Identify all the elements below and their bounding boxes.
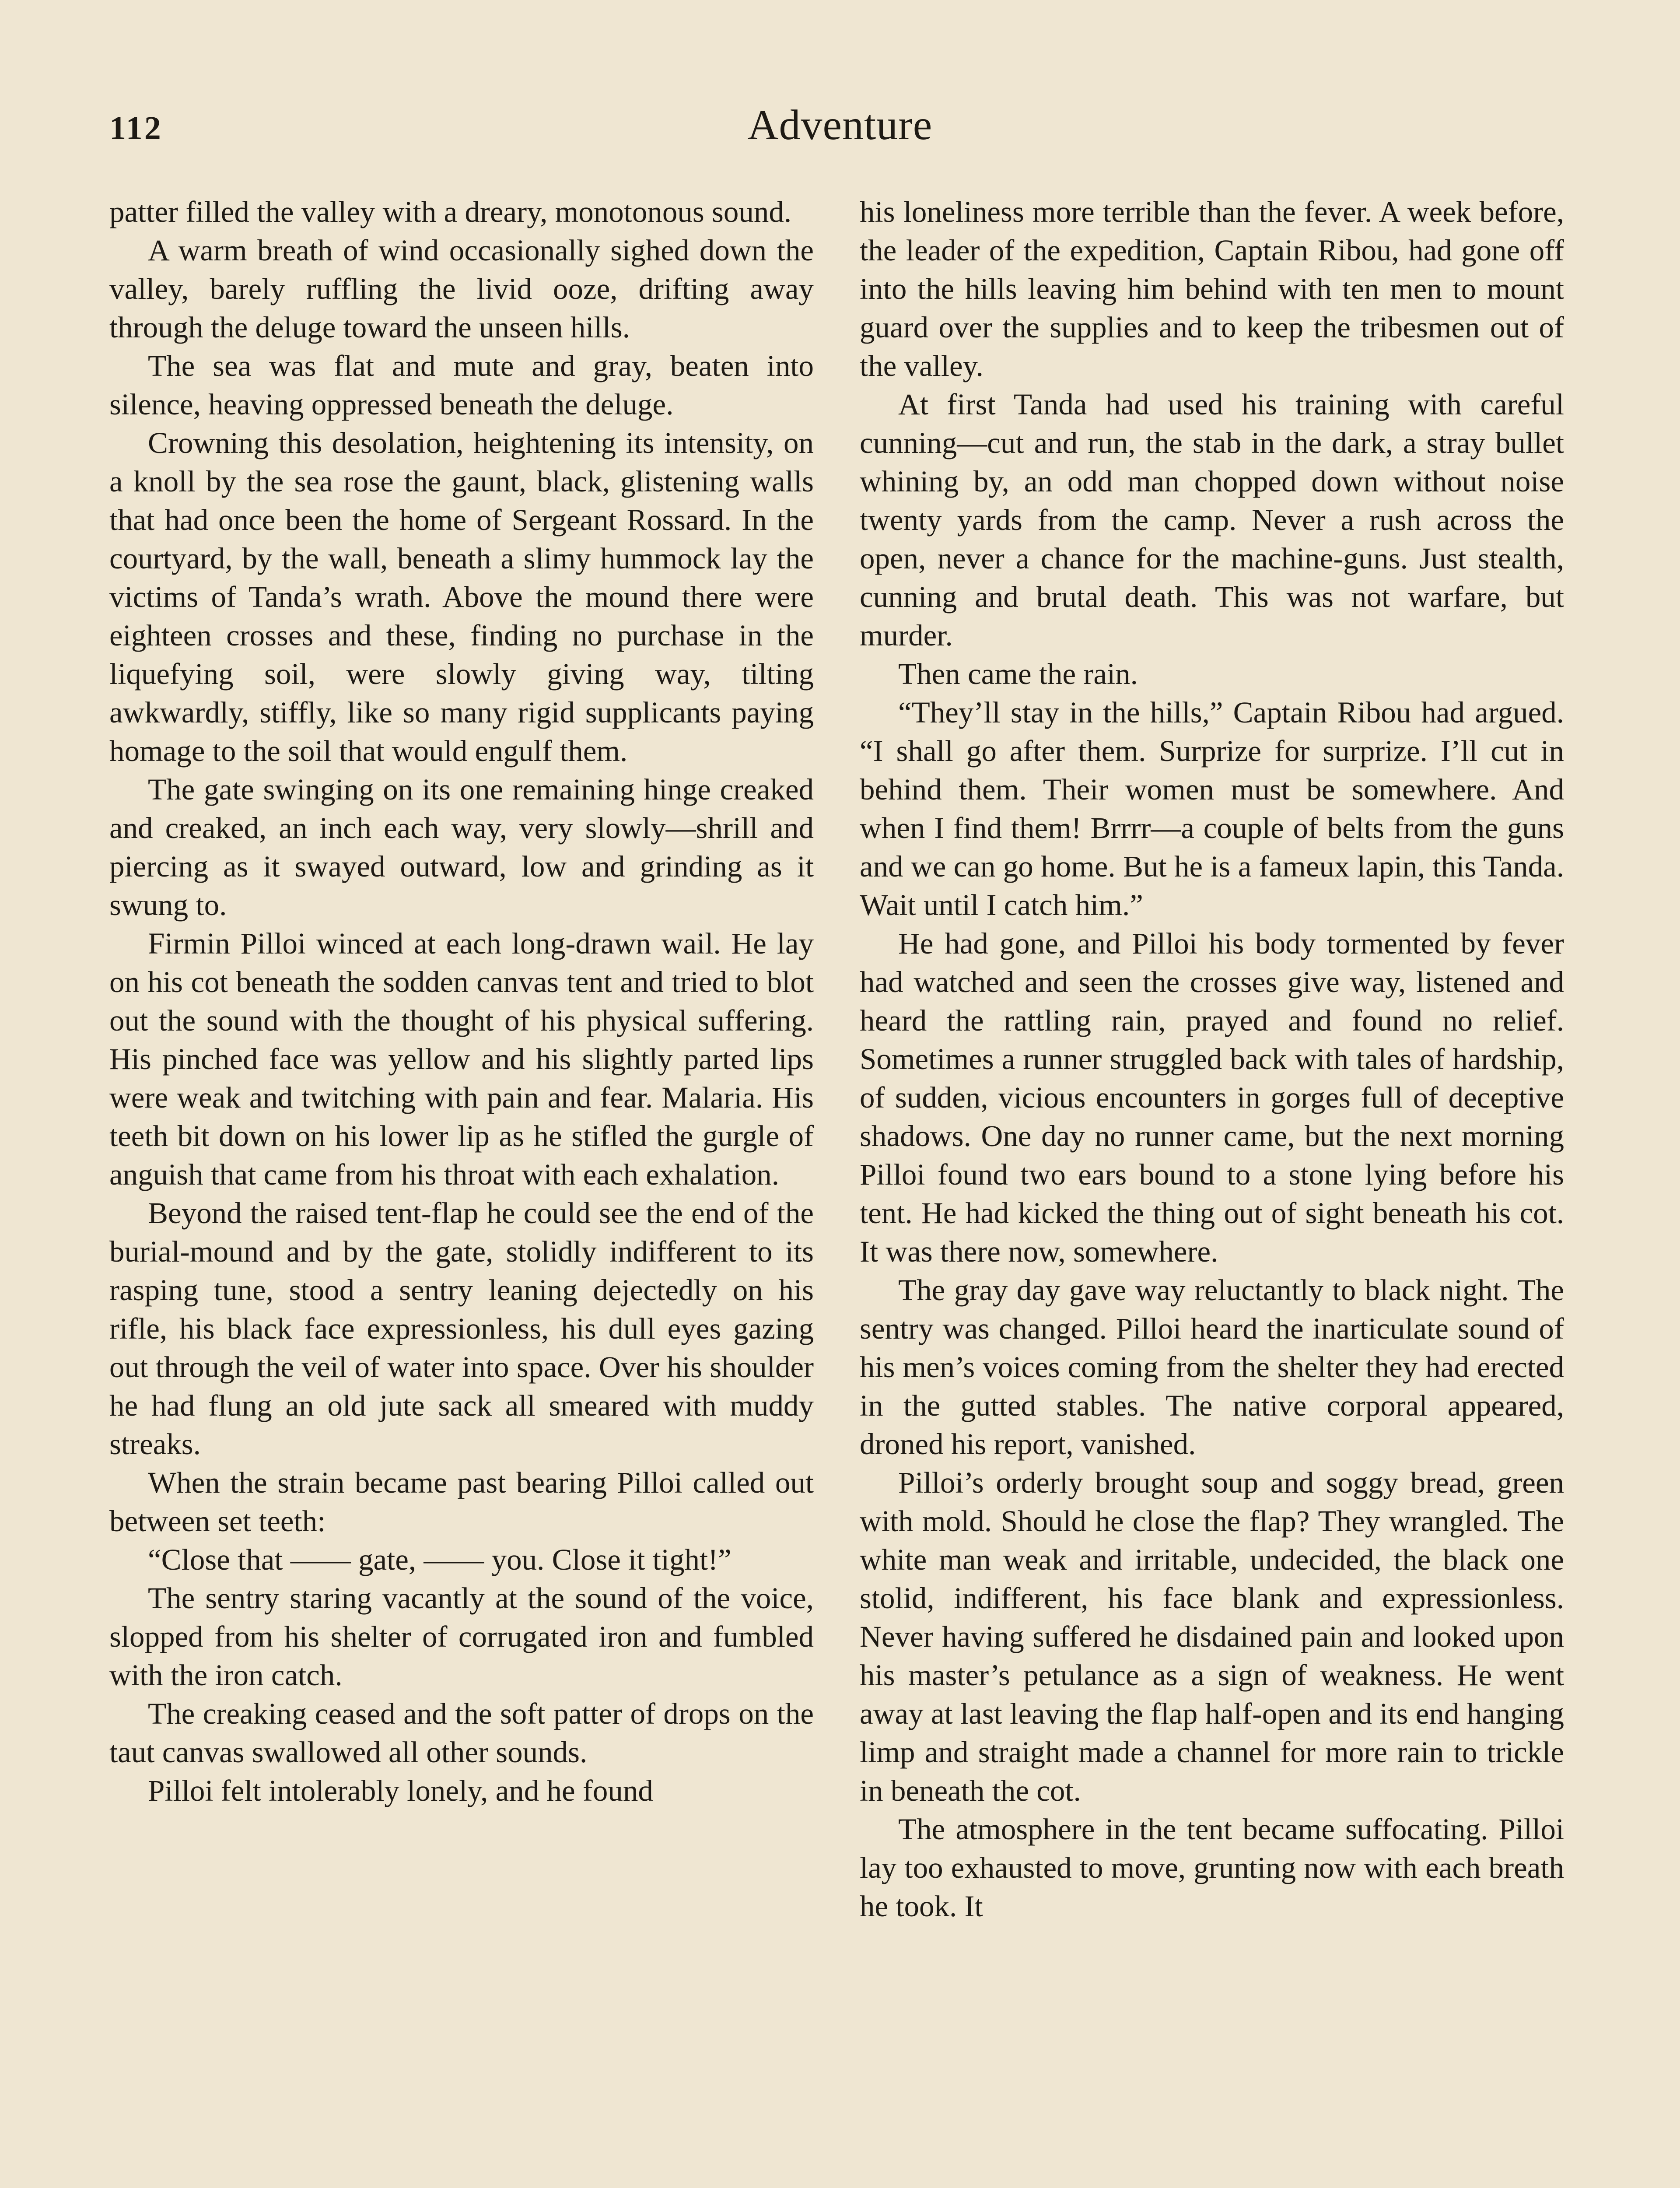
paragraph: When the strain became past bearing Pilloi called out between set teeth: [109,1466,814,1538]
right-column [860,193,1564,1925]
paragraph: The gray day gave way reluctantly to black night. The sentry was changed. Pilloi heard the inarticulate sound of his men’s voices coming from the shelter they had erected in the gutted stables. The native corporal appeared, droned his report, vanished. [860,1273,1564,1461]
paragraph: “They’ll stay in the hills,” Captain Ribou had argued. “I shall go after them. Surprize for surprize. I’ll cut in behind them. Their women must be somewhere. And when I find them! Brrrr—a couple of belts from the guns and we can go home. But he is a fameux lapin, this Tanda. Wait until I catch him.” [860,696,1564,922]
page-header [109,101,1571,162]
paragraph: patter filled the valley with a dreary, monotonous sound. [109,195,792,228]
paragraph: Firmin Pilloi winced at each long-drawn wail. He lay on his cot beneath the sodden canvas tent and tried to blot out the sound with the thought of his physical suffering. His pinched face was yellow and his slightly parted lips were weak and twitching with pain and fear. Malaria. His teeth bit down on his lower lip as he stifled the gurgle of anguish that came from his throat with each exhalation. [109,927,814,1191]
paragraph: Pilloi’s orderly brought soup and soggy bread, green with mold. Should he close the flap? They wrangled. The white man weak and irritable, undecided, the black one stolid, indifferent, his face blank and expressionless. Never having suffered he disdained pain and looked upon his master’s petulance as a sign of weakness. He went away at last leaving the flap half-open and its end hanging limp and straight made a channel for more rain to trickle in beneath the cot. [860,1466,1564,1807]
paragraph: Crowning this desolation, heightening its intensity, on a knoll by the sea rose the gaunt, black, glistening walls that had once been the home of Sergeant Rossard. In the courtyard, by the wall, beneath a slimy hummock lay the victims of Tanda’s wrath. Above the mound there were eighteen crosses and these, finding no purchase in the liquefying soil, were slowly giving way, tilting awkwardly, stiffly, like so many rigid supplicants paying homage to the soil that would engulf them. [109,426,814,768]
paragraph: Beyond the raised tent-flap he could see the end of the burial-mound and by the gate, stolidly indifferent to its rasping tune, stood a sentry leaning dejectedly on his rifle, his black face expressionless, his dull eyes gazing out through the veil of water into space. Over his shoulder he had flung an old jute sack all smeared with muddy streaks. [109,1196,814,1461]
paragraph: his loneliness more terrible than the fever. A week before, the leader of the expedition, Captain Ribou, had gone off into the hills leaving him behind with ten men to mount guard over the supplies and to keep the tribesmen out of the valley. [860,195,1564,382]
paragraph: The creaking ceased and the soft patter of drops on the taut canvas swallowed all other sounds. [109,1697,814,1769]
paragraph: Then came the rain. [898,657,1138,691]
paragraph: The atmosphere in the tent became suffocating. Pilloi lay too exhausted to move, grunting now with each breath he took. It [860,1813,1564,1923]
paragraph: At first Tanda had used his training with careful cunning—cut and run, the stab in the dark, a stray bullet whining by, an odd man chopped down without noise twenty yards from the camp. Never a rush across the open, never a chance for the machine-guns. Just stealth, cunning and brutal death. This was not warfare, but murder. [860,388,1564,652]
paragraph: The sentry staring vacantly at the sound of the voice, slopped from his shelter of corrugated iron and fumbled with the iron catch. [109,1581,814,1692]
paragraph: The gate swinging on its one remaining hinge creaked and creaked, an inch each way, very slowly—shrill and piercing as it swayed outward, low and grinding as it swung to. [109,773,814,922]
paragraph: “Close that —— gate, —— you. Close it tight!” [148,1543,732,1576]
paragraph: The sea was flat and mute and gray, beaten into silence, heaving oppressed beneath the deluge. [109,349,814,421]
paragraph: Pilloi felt intolerably lonely, and he found [148,1774,653,1807]
page-number: 112 [109,110,163,147]
left-column [109,193,814,1810]
paragraph: A warm breath of wind occasionally sighed down the valley, barely ruffling the livid ooze, drifting away through the deluge toward the unseen hills. [109,234,814,344]
magazine-title: Adventure [747,102,933,149]
paragraph: He had gone, and Pilloi his body tormented by fever had watched and seen the crosses give way, listened and heard the rattling rain, prayed and found no relief. Sometimes a runner struggled back with tales of hardship, of sudden, vicious encounters in gorges full of deceptive shadows. One day no runner came, but the next morning Pilloi found two ears bound to a stone lying before his tent. He had kicked the thing out of sight beneath his cot. It was there now, somewhere. [860,927,1564,1268]
